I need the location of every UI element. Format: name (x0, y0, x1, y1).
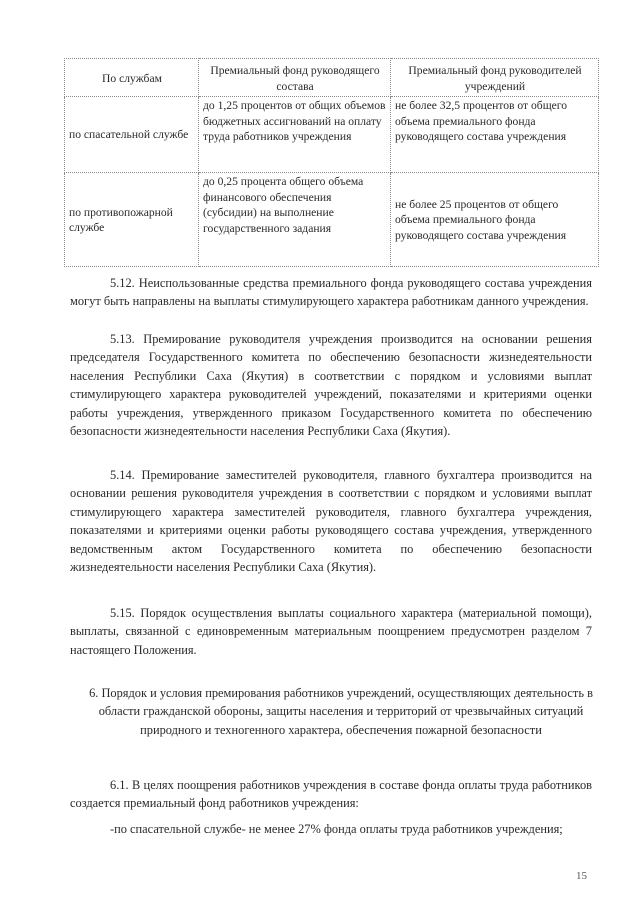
table-row (65, 97, 599, 173)
paragraph-5-13: 5.13. Премирование руководителя учреждения производится на основании решения председателя Государственного комитета по обеспечению безопасности жизнедеятельности населения Республики Саха (Якутия) в соответствии с порядком и условиями выплат стимулирующего характера руководителей учреждений, показателями и критериями оценки работы учреждения, утвержденного приказом Государственного комитета по обеспечению безопасности жизнедеятельности населения Республики Саха (Якутия). (70, 332, 592, 439)
paragraph-5-12: 5.12. Неиспользованные средства премиального фонда руководящего состава учреждения могут быть направлены на выплаты стимулирующего характера работникам данного учреждения. (70, 276, 592, 309)
paragraph-6-1: 6.1. В целях поощрения работников учреждения в составе фонда оплаты труда работников создается премиальный фонд работников учреждения: (70, 778, 592, 811)
service-cell: по спасательной службе (65, 97, 199, 173)
table-header-cell: По службам (65, 59, 199, 97)
page-number: 15 (576, 870, 587, 882)
management-fund-cell: до 0,25 процента общего объема финансового обеспечения (субсидии) на выполнение государственного задания (199, 173, 391, 267)
paragraph-5-14: 5.14. Премирование заместителей руководителя, главного бухгалтера производится на основании решения руководителя учреждения в соответствии с порядком и условиями выплат стимулирующего характера заместителей руководителя, главного бухгалтера учреждения, показателями и критериями оценки работы руководящего состава учреждения, утвержденного ведомственным актом Государственного комитета по обеспечению безопасности жизнедеятельности населения Республики Саха (Якутия). (70, 468, 592, 575)
premium-fund-table (64, 58, 599, 267)
table-header-row (65, 59, 599, 97)
heads-fund-cell: не более 32,5 процентов от общего объема премиального фонда руководящего состава учреждения (391, 97, 599, 173)
heads-fund-cell: не более 25 процентов от общего объема премиального фонда руководящего состава учреждения (391, 173, 599, 267)
table-row (65, 173, 599, 267)
paragraph-5-15: 5.15. Порядок осуществления выплаты социального характера (материальной помощи), выплаты, связанной с единовременным материальным поощрением предусмотрен разделом 7 настоящего Положения. (70, 606, 592, 657)
management-fund-cell: до 1,25 процентов от общих объемов бюджетных ассигнований на оплату труда работников учреждения (199, 97, 391, 173)
service-cell: по противопожарной службе (65, 173, 199, 267)
table-header-cell: Премиальный фонд руководителей учреждений (391, 59, 599, 97)
paragraph-6-1-item: -по спасательной службе- не менее 27% фонда оплаты труда работников учреждения; (110, 822, 563, 836)
section-6-heading: 6. Порядок и условия премирования работников учреждений, осуществляющих деятельность в области гражданской обороны, защиты населения и территорий от чрезвычайных ситуаций природного и техногенного характера, обеспечения пожарной безопасности (89, 686, 593, 737)
table-header-cell: Премиальный фонд руководящего состава (199, 59, 391, 97)
